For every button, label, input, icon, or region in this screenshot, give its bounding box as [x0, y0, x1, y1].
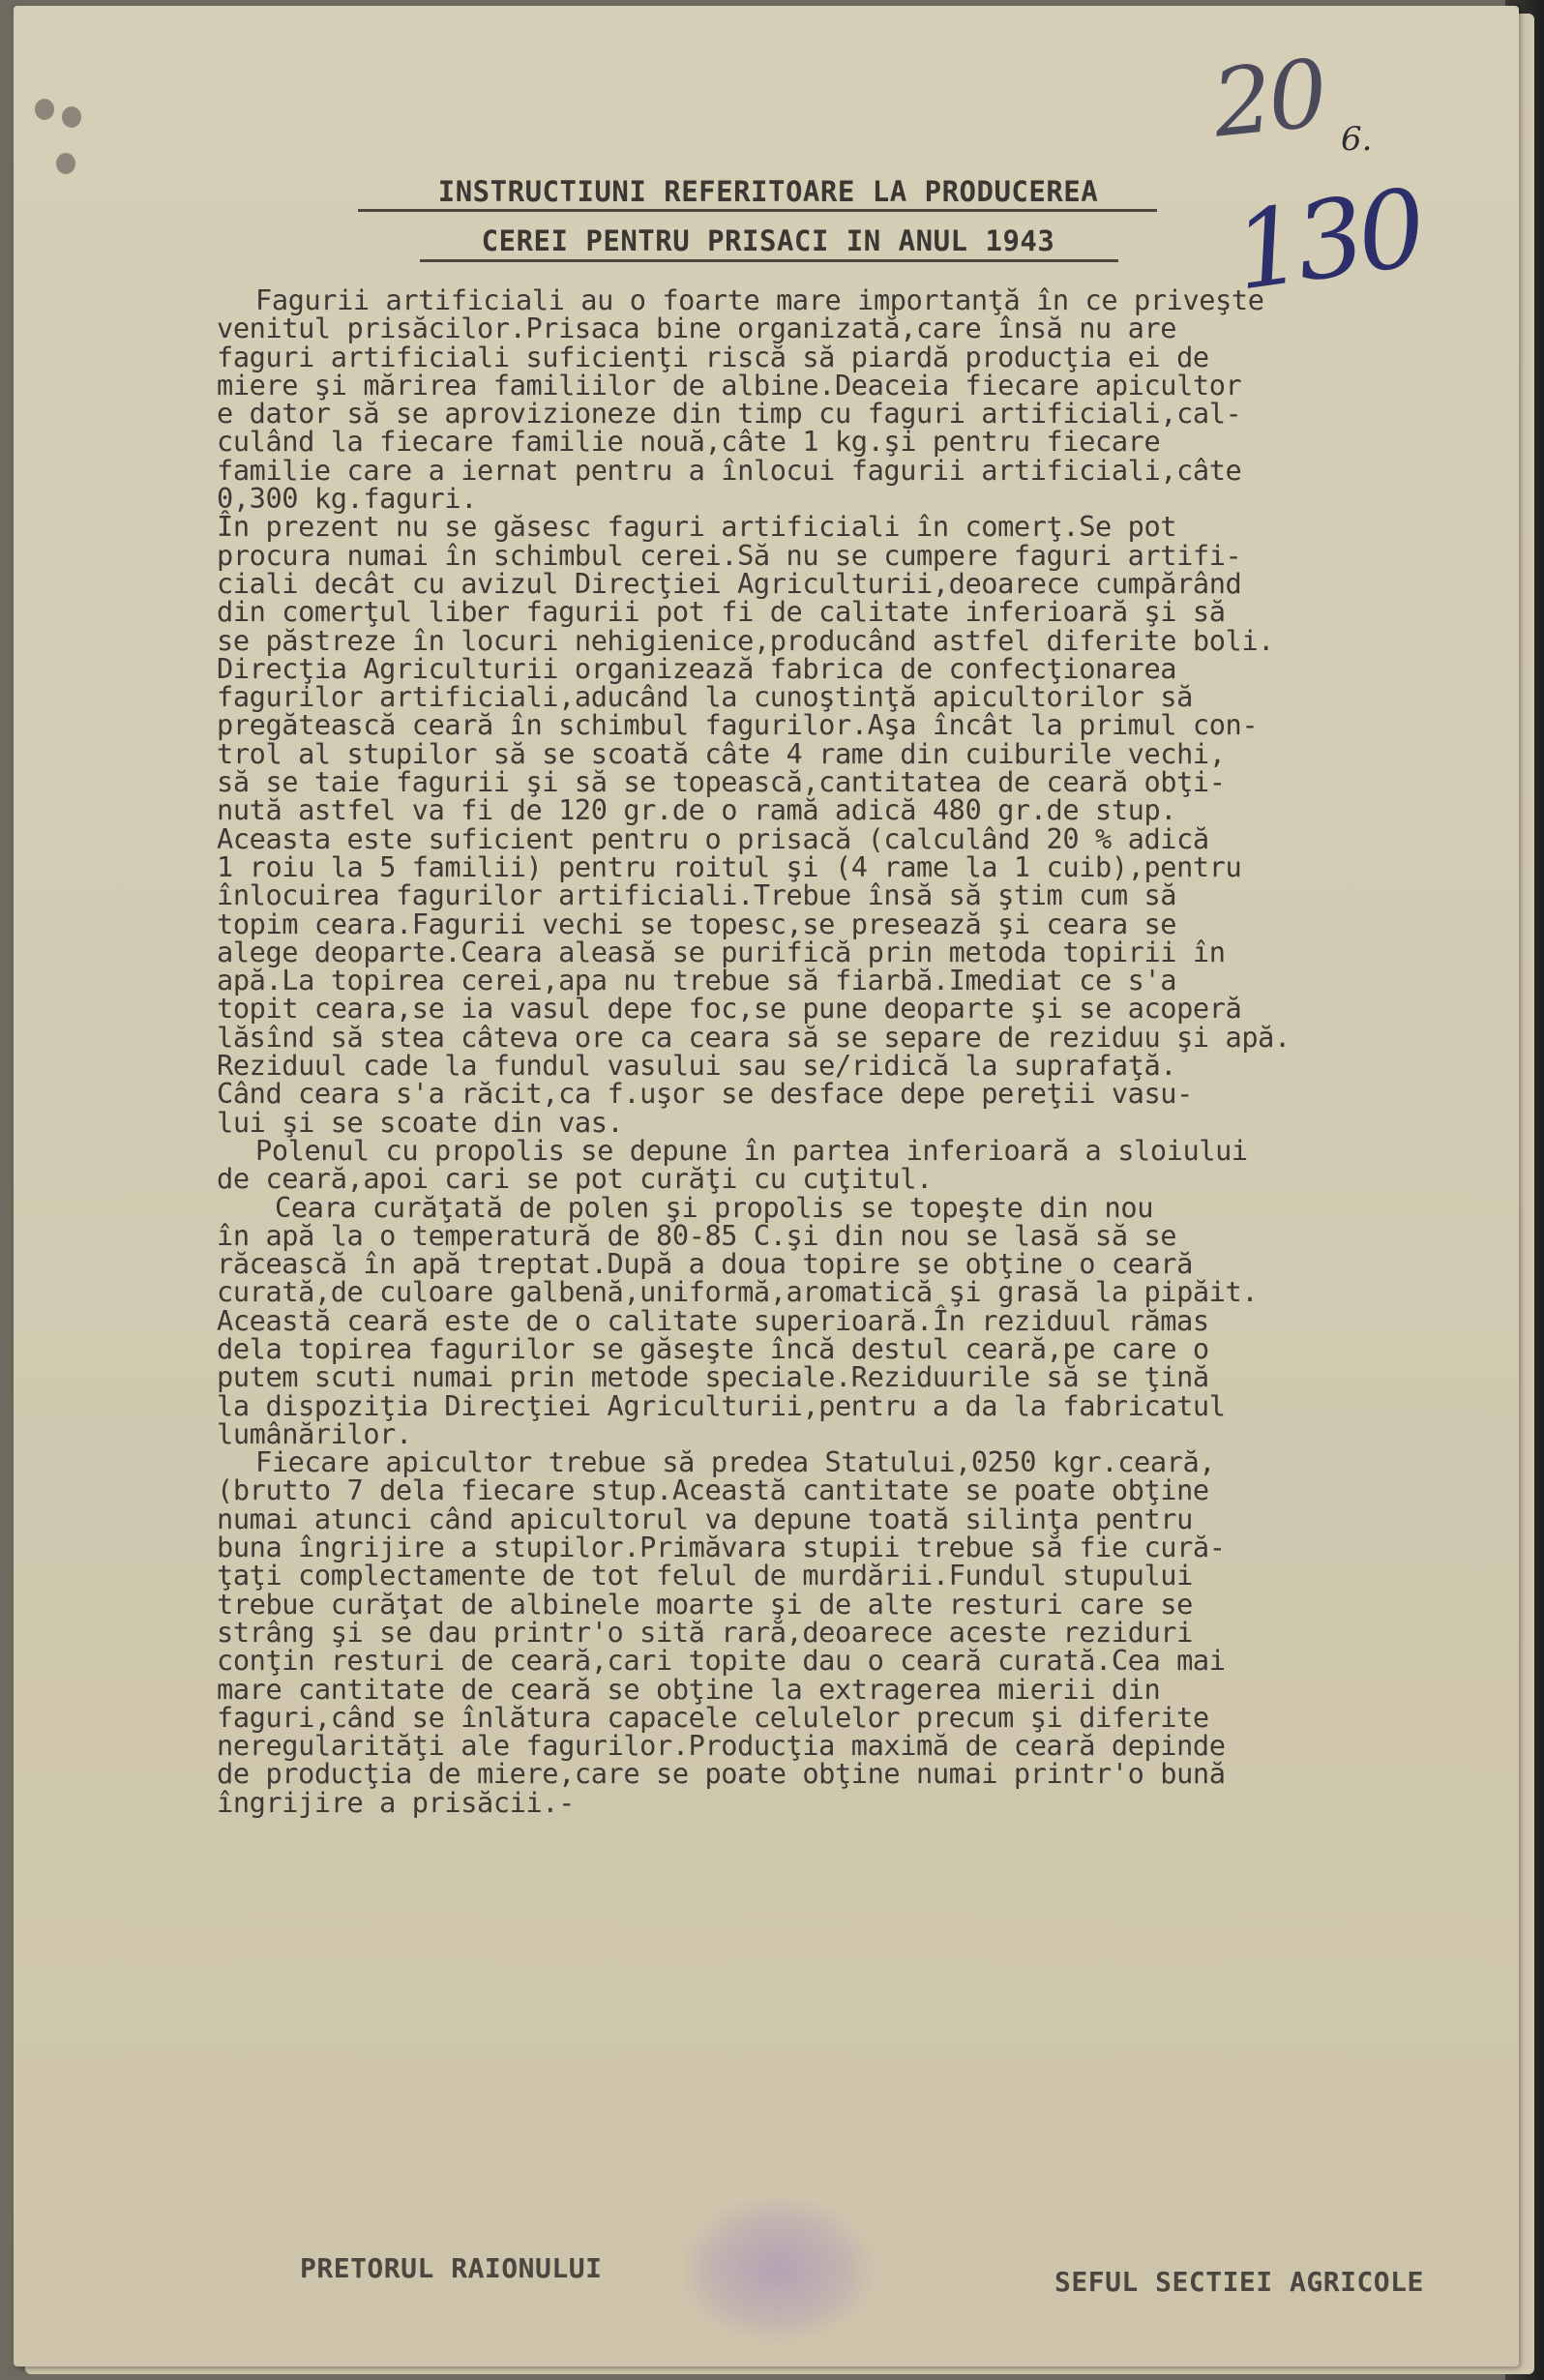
document-title-line-1: INSTRUCTIUNI REFERITOARE LA PRODUCEREA: [437, 175, 1099, 208]
body-line: lumânărilor.: [217, 1416, 412, 1450]
body-line: neregularităţi ale fagurilor.Producţia maximă de ceară depinde: [217, 1729, 1226, 1763]
folio-number-small: 6.: [1341, 120, 1373, 159]
body-line: În prezent nu se găsesc faguri artificiali în comerţ.Se pot: [217, 510, 1177, 544]
body-line: curată,de culoare galbenă,uniformă,aromatică şi grasă la pipăit.: [217, 1275, 1259, 1309]
typewritten-page: [14, 6, 1519, 2366]
title-underline: [358, 209, 1157, 212]
body-line: se păstreze în locuri nehigienice,producând astfel diferite boli.: [217, 623, 1274, 657]
body-line: fagurilor artificiali,aducând la cunoştinţă apicultorilor să: [217, 680, 1193, 714]
body-line: la dispoziţia Direcţiei Agriculturii,pentru a da la fabricatul: [217, 1388, 1226, 1422]
punch-hole: [56, 153, 75, 174]
body-line: procura numai în schimbul cerei.Să nu se cumpere faguri artifi-: [217, 538, 1242, 572]
body-line: Polenul cu propolis se depune în partea inferioară a sloiului: [255, 1133, 1248, 1167]
body-line: 0,300 kg.faguri.: [217, 482, 478, 516]
body-line: în apă la o temperatură de 80-85 C.şi din nou se lasă să se: [217, 1218, 1177, 1252]
body-line: ţaţi complectamente de tot felul de murdării.Fundul stupului: [217, 1559, 1193, 1592]
body-line: alege deoparte.Ceara aleasă se purifică prin metoda topirii în: [217, 935, 1226, 968]
body-line: nută astfel va fi de 120 gr.de o ramă adică 480 gr.de stup.: [217, 793, 1177, 827]
body-line: să se taie fagurii şi să se topească,cantitatea de ceară obţi-: [217, 765, 1226, 799]
document-body: [217, 283, 1532, 1819]
punch-hole: [62, 106, 81, 128]
title-underline: [420, 259, 1118, 262]
body-line: e dator să se aprovizioneze din timp cu faguri artificiali,cal-: [217, 397, 1242, 431]
document-title-line-2: CEREI PENTRU PRISACI IN ANUL 1943: [481, 224, 1055, 257]
body-line: 1 roiu la 5 familii) pentru roitul şi (4 rame la 1 cuib),pentru: [217, 849, 1242, 883]
body-line: Fiecare apicultor trebue să predea Statului,0250 kgr.ceară,: [255, 1445, 1216, 1479]
body-line: culând la fiecare familie nouă,câte 1 kg.şi pentru fiecare: [217, 425, 1161, 459]
body-line: Fagurii artificiali au o foarte mare importanţă în ce priveşte: [255, 283, 1264, 316]
body-line: trebue curăţat de albinele moarte şi de alte resturi care se: [217, 1587, 1193, 1621]
body-line: apă.La topirea cerei,apa nu trebue să fiarbă.Imediat ce s'a: [217, 964, 1177, 997]
folio-number-faint: 20: [1207, 39, 1329, 159]
body-line: de ceară,apoi cari se pot curăţi cu cuţitul.: [217, 1162, 933, 1196]
body-line: miere şi mărirea familiilor de albine.Deaceia fiecare apicultor: [217, 368, 1242, 402]
body-line: Direcţia Agriculturii organizează fabrica de confecţionarea: [217, 651, 1177, 685]
body-line: de producţia de miere,care se poate obţine numai printr'o bună: [217, 1757, 1226, 1791]
body-line: numai atunci când apicultorul va depune toată silinţa pentru: [217, 1502, 1193, 1535]
body-line: lăsînd să stea câteva ore ca ceara să se separe de reziduu şi apă.: [217, 1020, 1291, 1054]
body-line: din comerţul liber fagurii pot fi de calitate inferioară şi să: [217, 595, 1226, 629]
body-line: lui şi se scoate din vas.: [217, 1105, 624, 1139]
faded-stamp: [681, 2196, 875, 2341]
body-line: Aceasta este suficient pentru o prisacă (calculând 20 % adică: [217, 821, 1209, 855]
body-line: (brutto 7 dela fiecare stup.Această cantitate se poate obţine: [217, 1473, 1209, 1507]
body-line: faguri,când se înlătura capacele celulelor precum şi diferite: [217, 1700, 1209, 1734]
punch-hole: [35, 99, 54, 120]
body-line: trol al stupilor să se scoată câte 4 rame din cuiburile vechi,: [217, 736, 1226, 770]
body-line: Ceara curăţată de polen şi propolis se topeşte din nou: [275, 1190, 1154, 1224]
body-line: venitul prisăcilor.Prisaca bine organizată,care însă nu are: [217, 312, 1177, 345]
body-line: răcească în apă treptat.După a doua topire se obţine o ceară: [217, 1247, 1193, 1281]
body-line: buna îngrijire a stupilor.Primăvara stupii trebue să fie cură-: [217, 1531, 1226, 1564]
body-line: Această ceară este de o calitate superioară.În reziduul rămas: [217, 1303, 1209, 1337]
body-line: pregătească ceară în schimbul fagurilor.Aşa încât la primul con-: [217, 708, 1259, 742]
folio-number-handwritten: 130: [1227, 165, 1428, 314]
body-line: mare cantitate de ceară se obţine la extragerea mierii din: [217, 1672, 1161, 1706]
signature-block-agricultural-section: SEFUL SECTIEI AGRICOLE: [1054, 2266, 1424, 2298]
body-line: înlocuirea fagurilor artificiali.Trebue însă să ştim cum să: [217, 878, 1177, 912]
body-line: strâng şi se dau printr'o sită rară,deoarece aceste reziduri: [217, 1615, 1193, 1649]
body-line: conţin resturi de ceară,cari topite dau o ceară curată.Cea mai: [217, 1644, 1226, 1678]
body-line: faguri artificiali suficienţi riscă să piardă producţia ei de: [217, 340, 1209, 373]
body-line: dela topirea fagurilor se găseşte încă destul ceară,pe care o: [217, 1331, 1209, 1365]
body-line: Când ceara s'a răcit,ca f.uşor se desface depe pereţii vasu-: [217, 1077, 1193, 1111]
body-line: familie care a iernat pentru a înlocui fagurii artificiali,câte: [217, 453, 1242, 487]
body-line: ciali decât cu avizul Direcţiei Agriculturii,deoarece cumpărând: [217, 566, 1242, 600]
signature-block-pretor: PRETORUL RAIONULUI: [300, 2252, 603, 2284]
body-line: topit ceara,se ia vasul depe foc,se pune deoparte şi se acoperă: [217, 992, 1242, 1026]
body-line: Reziduul cade la fundul vasului sau se/ridică la suprafaţă.: [217, 1049, 1177, 1083]
body-line: putem scuti numai prin metode speciale.Reziduurile să se ţină: [217, 1360, 1209, 1394]
body-line: îngrijire a prisăcii.-: [217, 1785, 575, 1819]
body-line: topim ceara.Fagurii vechi se topesc,se presează şi ceara se: [217, 907, 1177, 940]
